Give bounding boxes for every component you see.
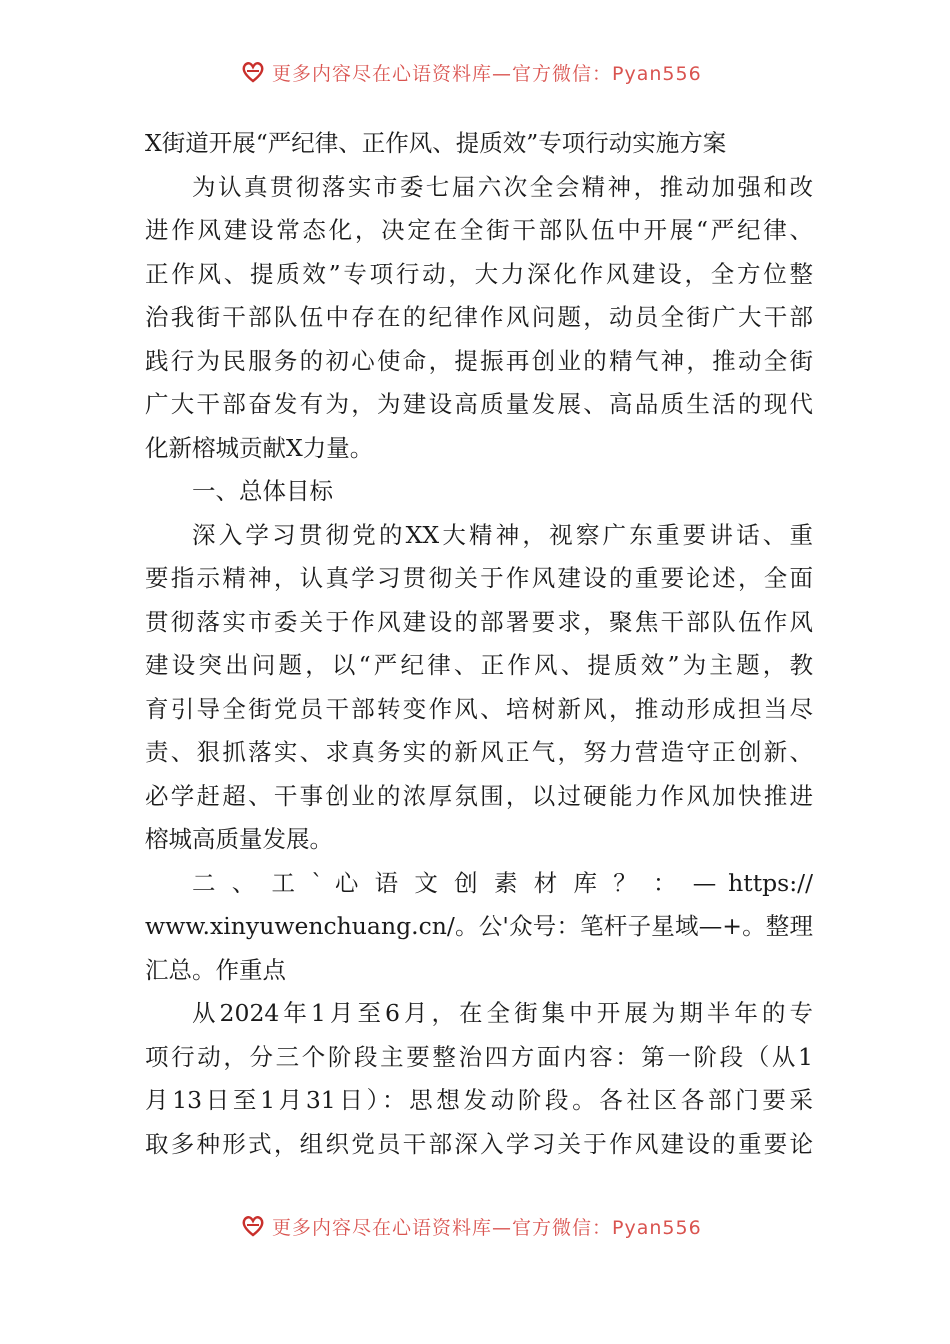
document-line: 从2024年1月至6月，在全街集中开展为期半年的专 (192, 999, 813, 1027)
document-line: 一、总体目标 (192, 477, 333, 505)
watermark-footer (0, 1206, 950, 1240)
document-line: 贯彻落实市委关于作风建设的部署要求，聚焦干部队伍作风 (145, 607, 813, 636)
heart-logo-icon (240, 59, 266, 85)
watermark-text: 更多内容尽在心语资料库—官方微信：Pyan556 (272, 62, 702, 85)
document-line: 广大干部奋发有为，为建设高质量发展、高品质生活的现代 (145, 390, 813, 418)
document-line: 责、狠抓落实、求真务实的新风正气，努力营造守正创新、 (145, 738, 813, 766)
document-line: 正作风、提质效”专项行动，大力深化作风建设，全方位整 (145, 259, 813, 288)
document-line: 取多种形式，组织党员干部深入学习关于作风建设的重要论 (145, 1129, 813, 1158)
document-line: 月13日至1月31日）：思想发动阶段。各社区各部门要采 (145, 1086, 813, 1114)
document-line: www.xinyuwenchuang.cn/。公'众号：笔杆子星域—+。整理 (145, 912, 813, 940)
document-line: 育引导全街党员干部转变作风、培树新风，推动形成担当尽 (145, 694, 813, 723)
watermark-text: 更多内容尽在心语资料库—官方微信：Pyan556 (272, 1216, 702, 1239)
document-line: 项行动，分三个阶段主要整治四方面内容：第一阶段（从1 (145, 1042, 813, 1071)
document-line: 要指示精神，认真学习贯彻关于作风建设的重要论述，全面 (145, 564, 813, 592)
document-line: 二 、 工 ` 心 语 文 创 素 材 库 ？ ： — https:// (192, 868, 813, 897)
document-title: X街道开展“严纪律、正作风、提质效”专项行动实施方案 (145, 129, 727, 157)
document-line: 建设突出问题，以“严纪律、正作风、提质效”为主题，教 (145, 651, 813, 679)
document-line: 进作风建设常态化，决定在全街干部队伍中开展“严纪律、 (145, 216, 813, 244)
document-line: 必学赶超、干事创业的浓厚氛围，以过硬能力作风加快推进 (145, 781, 813, 810)
document-line: 榕城高质量发展。 (145, 825, 333, 853)
heart-logo-icon (240, 1213, 266, 1239)
document-body (145, 122, 813, 1166)
watermark-header (0, 52, 950, 86)
document-line: 践行为民服务的初心使命，提振再创业的精气神，推动全街 (145, 346, 813, 375)
document-line: 化新榕城贡献X力量。 (145, 433, 374, 462)
document-line: 为认真贯彻落实市委七届六次全会精神，推动加强和改 (192, 172, 813, 201)
document-line: 深入学习贯彻党的XX大精神，视察广东重要讲话、重 (192, 520, 813, 549)
document-line: 汇总。作重点 (145, 955, 286, 984)
document-lines (145, 166, 813, 1167)
document-line: 治我街干部队伍中存在的纪律作风问题，动员全街广大干部 (145, 303, 813, 331)
